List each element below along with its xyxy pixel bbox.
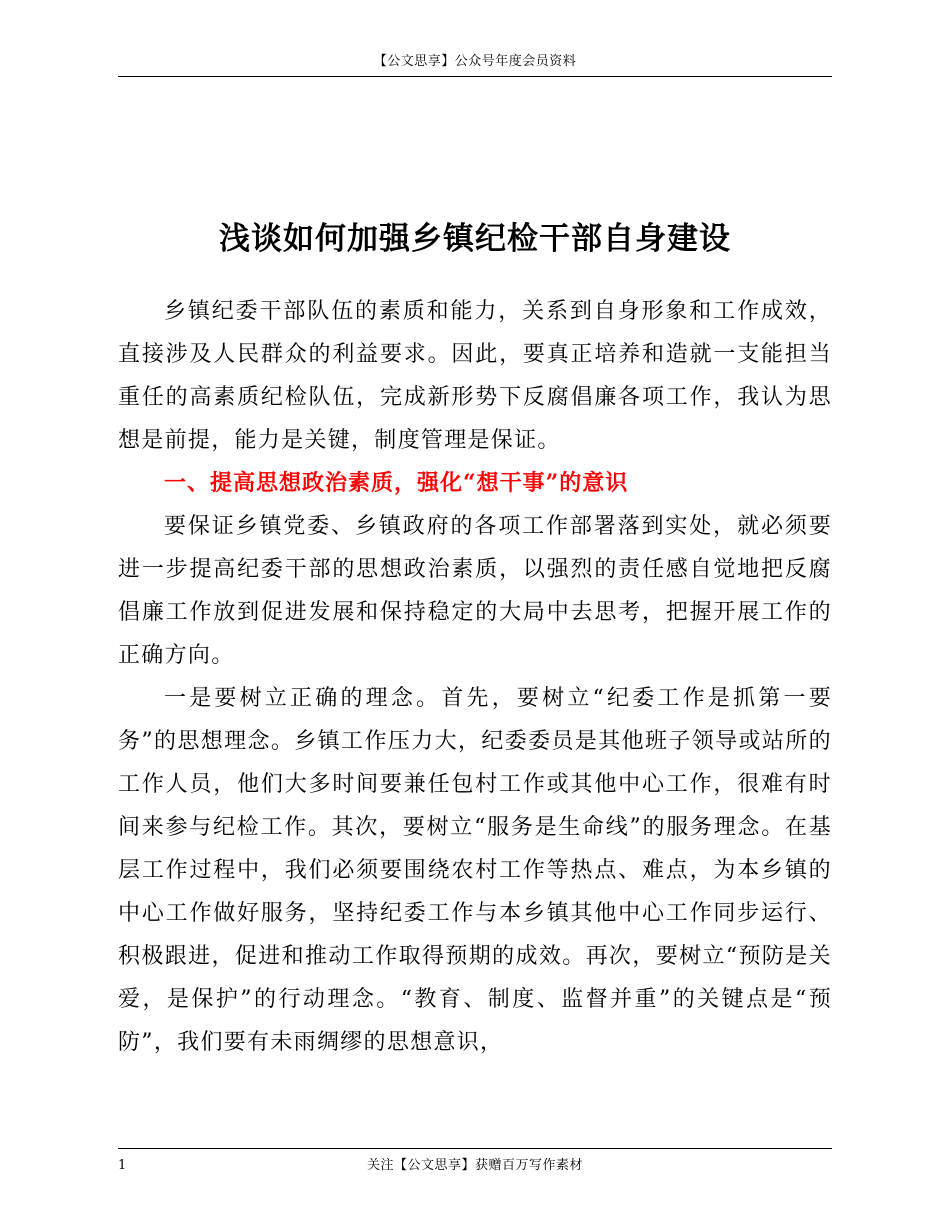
- header-divider: [118, 76, 832, 77]
- section-heading: 一、提高思想政治素质，强化“想干事”的意识: [164, 470, 629, 496]
- document-title: 浅谈如何加强乡镇纪检干部自身建设: [219, 221, 731, 257]
- intro-paragraph: 乡镇纪委干部队伍的素质和能力，关系到自身形象和工作成效，直接涉及人民群众的利益要求。因此，要真正培养和造就一支能担当重任的高素质纪检队伍，完成新形势下反腐倡廉各项工作，我认为思想是前提，能力是关键，制度管理是保证。: [118, 299, 832, 453]
- page-footer: 关注【公文思享】获赠百万写作素材: [366, 1158, 583, 1173]
- page-number: 1: [118, 1158, 127, 1173]
- page-header: 【公文思享】公众号年度会员资料: [373, 54, 577, 69]
- body-paragraph: 要保证乡镇党委、乡镇政府的各项工作部署落到实处，就必须要进一步提高纪委干部的思想政治素质，以强烈的责任感自觉地把反腐倡廉工作放到促进发展和保持稳定的大局中去思考，把握开展工作的正确方向。: [118, 514, 832, 668]
- footer-divider: [118, 1148, 832, 1149]
- document-body: [118, 290, 832, 1064]
- body-paragraph: 一是要树立正确的理念。首先，要树立“纪委工作是抓第一要务”的思想理念。乡镇工作压力大，纪委委员是其他班子领导或站所的工作人员，他们大多时间要兼任包村工作或其他中心工作，很难有时间来参与纪检工作。其次，要树立“服务是生命线”的服务理念。在基层工作过程中，我们必须要围绕农村工作等热点、难点，为本乡镇的中心工作做好服务，坚持纪委工作与本乡镇其他中心工作同步运行、积极跟进，促进和推动工作取得预期的成效。再次，要树立“预防是关爱，是保护”的行动理念。“教育、制度、监督并重”的关键点是“预防”，我们要有未雨绸缪的思想意识，: [118, 686, 832, 1055]
